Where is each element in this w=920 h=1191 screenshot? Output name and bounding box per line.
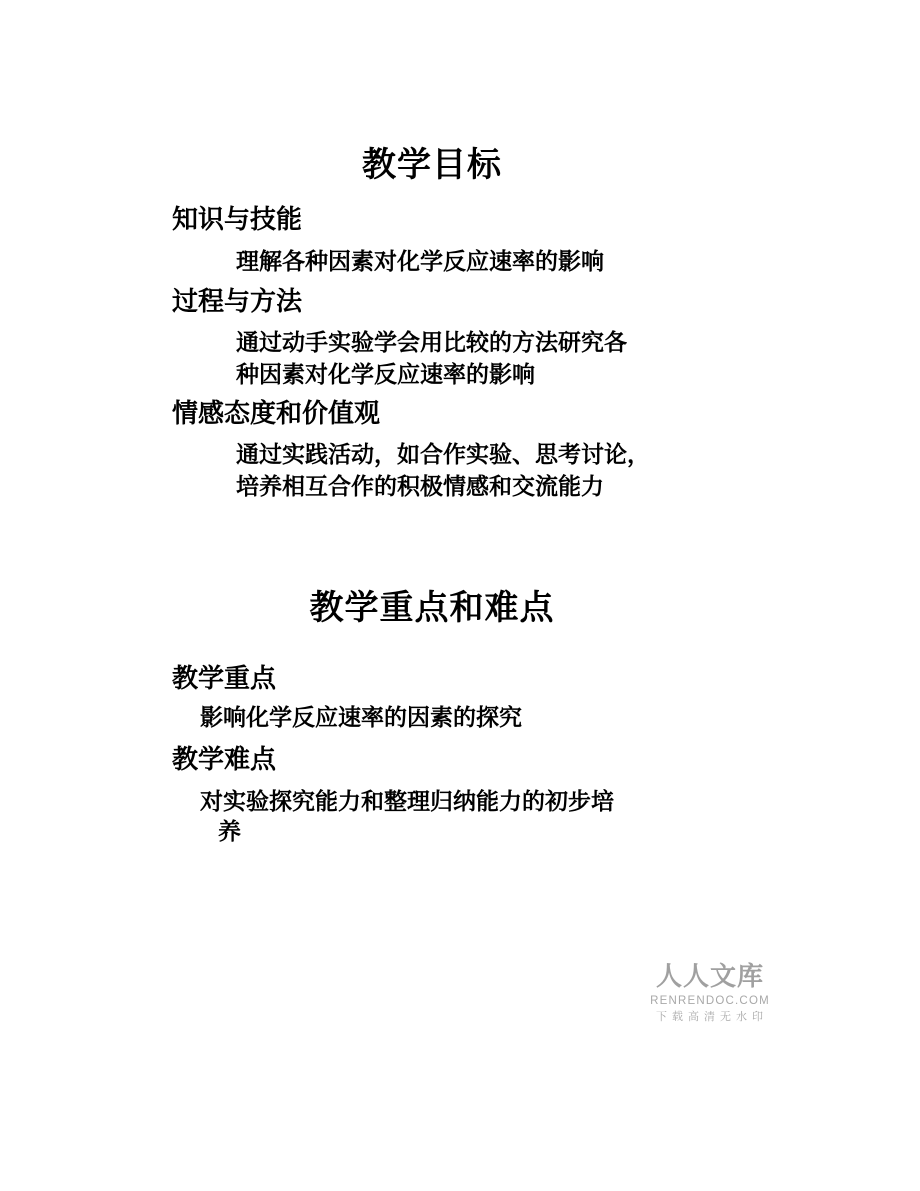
teaching-difficulty-line-2: 养 [218,819,241,845]
teaching-focus-heading: 教学重点 [172,664,277,694]
watermark-name: 人人文库 [655,962,764,992]
teaching-focus-line-1: 影响化学反应速率的因素的探究 [200,705,522,731]
process-method-line-1: 通过动手实验学会用比较的方法研究各 [236,330,627,356]
watermark [648,962,772,1024]
objectives-title: 教学目标 [362,145,502,185]
teaching-difficulty-line-1: 对实验探究能力和整理归纳能力的初步培 [200,789,614,815]
attitude-values-heading: 情感态度和价值观 [172,399,381,429]
process-method-line-2: 种因素对化学反应速率的影响 [236,362,535,388]
watermark-url: RENRENDOC.COM [650,995,770,1007]
watermark-tagline: 下载高清无水印 [656,1010,768,1023]
knowledge-skills-line-1: 理解各种因素对化学反应速率的影响 [236,249,604,275]
knowledge-skills-heading: 知识与技能 [172,205,303,235]
keypoints-title: 教学重点和难点 [309,588,555,628]
attitude-values-line-1: 通过实践活动，如合作实验、思考讨论， [236,442,650,468]
teaching-difficulty-heading: 教学难点 [172,745,277,775]
process-method-heading: 过程与方法 [172,287,303,317]
attitude-values-line-2: 培养相互合作的积极情感和交流能力 [236,474,604,500]
